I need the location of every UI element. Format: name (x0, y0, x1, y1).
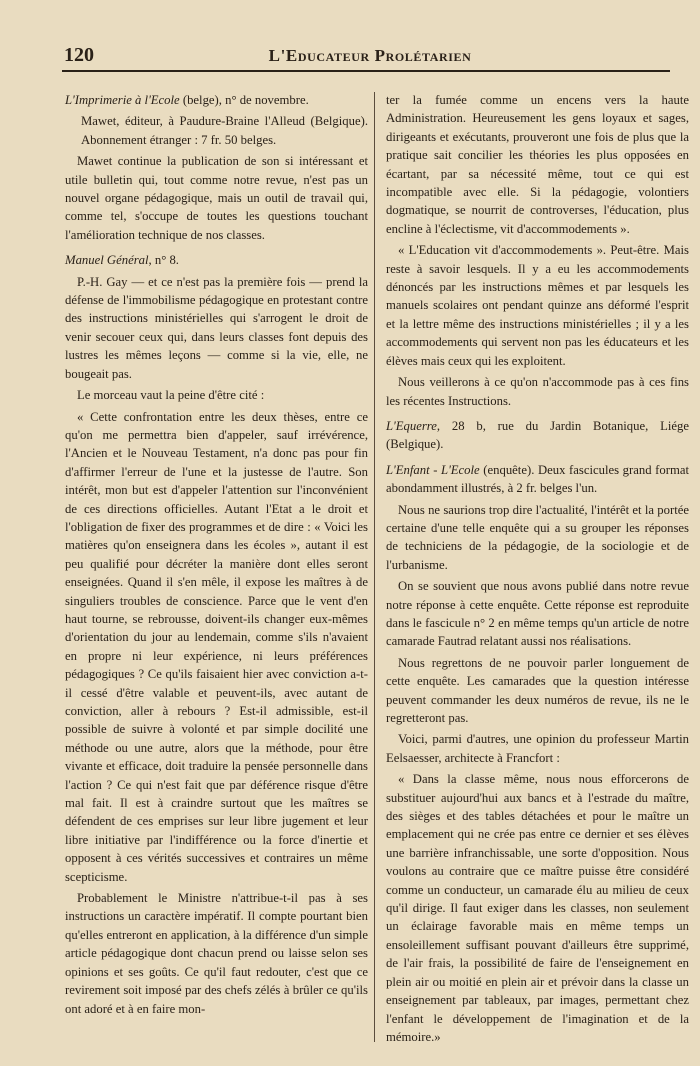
paragraph: « Dans la classe même, nous nous efforcerons de substituer aujourd'hui aux bancs et à l'estrade du maître, des sièges et des tables détachées et pour le maître un emplacement qui ne crée pas entre ce dernier et ses élèves une barrière infranchissable, une sorte d'opposition. Nous voulons au contraire que ce maître puisse être considéré comme un conducteur, un camarade élu au milieu de ceux qu'il dirige. Il faut exiger dans les classes, non seulement un éclairage favorable mais en même temps un ensoleillement suffisant pouvant d'ailleurs être supprimé, de l'air frais, la possibilité de faire de l'enseignement en plein air ou moitié en plein air et prévoir dans la classe un enseignement par tableaux, par images, permettant chez l'enfant le développement de l'imagination et de la mémoire.» (386, 772, 689, 1044)
review-title (386, 417, 689, 454)
publisher-info: Mawet, éditeur, à Paudure-Braine l'Alleud (Belgique). Abonnement étranger : 7 fr. 50 belges. (81, 114, 368, 147)
review-title (65, 251, 368, 269)
publication-name: Manuel Général (65, 253, 149, 268)
paragraph: Nous veillerons à ce qu'on n'accommode pas à ces fins les récentes Instructions. (386, 375, 689, 408)
paragraph: Nous ne saurions trop dire l'actualité, l'intérêt et la portée certaine d'une telle enquête qui a su grouper les réponses de techniciens de la pédagogie, de la sociologie et de l'urbanisme. (386, 502, 689, 572)
publication-details: (enquête). Deux fascicules grand format abondamment illustrés, à 2 fr. belges l'un. (386, 462, 689, 496)
paragraph: P.-H. Gay — et ce n'est pas la première fois — prend la défense de l'immobilisme pédagogique en protestant contre des instructions ministérielles qui s'arrogent le droit de venir secouer ceux qui, dans leurs classes font depuis des lustres les mêmes leçons — comme si la vie, elle, ne bougeait pas. (65, 274, 368, 381)
left-column (65, 91, 368, 1018)
paragraph: Probablement le Ministre n'attribue-t-il pas à ses instructions un caractère impératif. Il compte pourtant bien qu'elles entreront en application, à la différence d'un simple article pédagogique dont chacun prend ou laisse selon ses opinions et ses goûts. Ce qu'il faut redouter, c'est que ce revirement soit imposé par des chefs zélés à brûler ce qu'ils ont adoré et à en faire mon- (65, 891, 368, 1016)
publication-details: , n° 8. (148, 253, 179, 268)
publication-details: , 28 b, rue du Jardin Botanique, Liége (Belgique). (386, 418, 689, 452)
review-title (65, 91, 368, 109)
paragraph: « L'Education vit d'accommodements ». Peut-être. Mais reste à savoir lesquels. Il y a eu les accommodements dénoncés par les instructions mêmes et par lesquels les manuels scolaires ont pendant quinze ans déformé l'esprit et la lettre même des instructions ministérielles ; il y a les accommodements qui servent non pas les éducateurs et les élèves mais ceux qui les exploitent. (386, 243, 689, 368)
page-header (62, 40, 670, 72)
publication-name: L'Imprimerie à l'Ecole (65, 93, 180, 107)
journal-title: L'Educateur Prolétarien (268, 46, 472, 65)
column-divider (374, 92, 375, 1042)
paragraph: Nous regrettons de ne pouvoir parler longuement de cette enquête. Les camarades que la question intéresse peuvent commander les deux numéros de revue, ils ne le regretteront pas. (386, 655, 689, 725)
publication-name: L'Equerre (386, 418, 437, 433)
paragraph: On se souvient que nous avons publié dans notre revue notre réponse à cette enquête. Cette réponse est reproduite dans le fascicule n° 2 en même temps qu'un article de notre camarade Fautrad relatant aussi nos réalisations. (386, 579, 689, 649)
paragraph: Le morceau vaut la peine d'être cité : (77, 388, 265, 403)
paragraph-continued: ter la fumée comme un encens vers la haute Administration. Heureusement les gens loyaux et sages, dirigeants et exécutants, prouveront une fois de plus que la pratique sait concilier les théories les plus opposées en écartant, par sa nécessité même, tout ce qui est incompatible avec elle. Si la pédagogie, volontiers dogmatique, se nourrit de controverses, l'éducation, plus encline à l'éclectisme, vit d'accommodements ». (386, 93, 689, 236)
page-number: 120 (64, 44, 94, 66)
paragraph: Voici, parmi d'autres, une opinion du professeur Martin Eelsaesser, architecte à Francfort : (386, 732, 689, 765)
publication-name: L'Enfant - L'Ecole (386, 462, 480, 477)
paragraph: Mawet continue la publication de son si intéressant et utile bulletin qui, tout comme notre revue, n'est pas un nouvel organe pédagogique, mais un outil de travail qui, comme tel, s'occupe de toutes les questions touchant l'amélioration technique de nos classes. (65, 154, 368, 242)
paragraph: « Cette confrontation entre les deux thèses, entre ce qu'on me permettra bien d'appeler, sauf irrévérence, l'Ancien et le Nouveau Testament, n'a donc pas pour fin d'affirmer l'erreur de l'une et la justesse de l'autre. Son intérêt, mon but est d'appeler l'attention sur l'inconvénient de ces directions officielles. Autant l'Etat a le droit et l'obligation de fixer des programmes et de dire : « Voici les matières qu'on enseignera dans les écoles », autant il est peu qualifié pour décréter la manière dont elles seront enseignées. Quand il s'en mêle, il expose les maîtres à de singuliers troubles de conscience. Parce que le vent d'en haut tourne, se rebrousse, doivent-ils changer eux-mêmes d'orientation du jour au lendemain, comme s'ils n'avaient en propre ni leur expérience, ni leurs préférences pédagogiques ? Ce qu'ils faisaient hier avec conviction a-t-il cessé d'être valable et peuvent-ils, avec autant de conviction, aller à rebours ? Est-il admissible, est-il possible de suivre à volonté et par simple docilité une méthode ou une autre, alors que la méthode, pour être vivante et efficace, doit traduire la pensée personnelle dans l'action ? Ce qui n'est fait que par déférence risque d'être mal fait. Il est à craindre surtout que les maîtres se défendent de ces emprises sur leur libre jugement et leur libre initiative par l'indifférence ou la force d'inertie et opposent à ces vérités successives et contraires un même scepticisme. (65, 409, 368, 884)
publication-details: (belge), n° de novembre. (179, 93, 309, 107)
right-column (386, 91, 689, 1046)
review-title (386, 461, 689, 498)
